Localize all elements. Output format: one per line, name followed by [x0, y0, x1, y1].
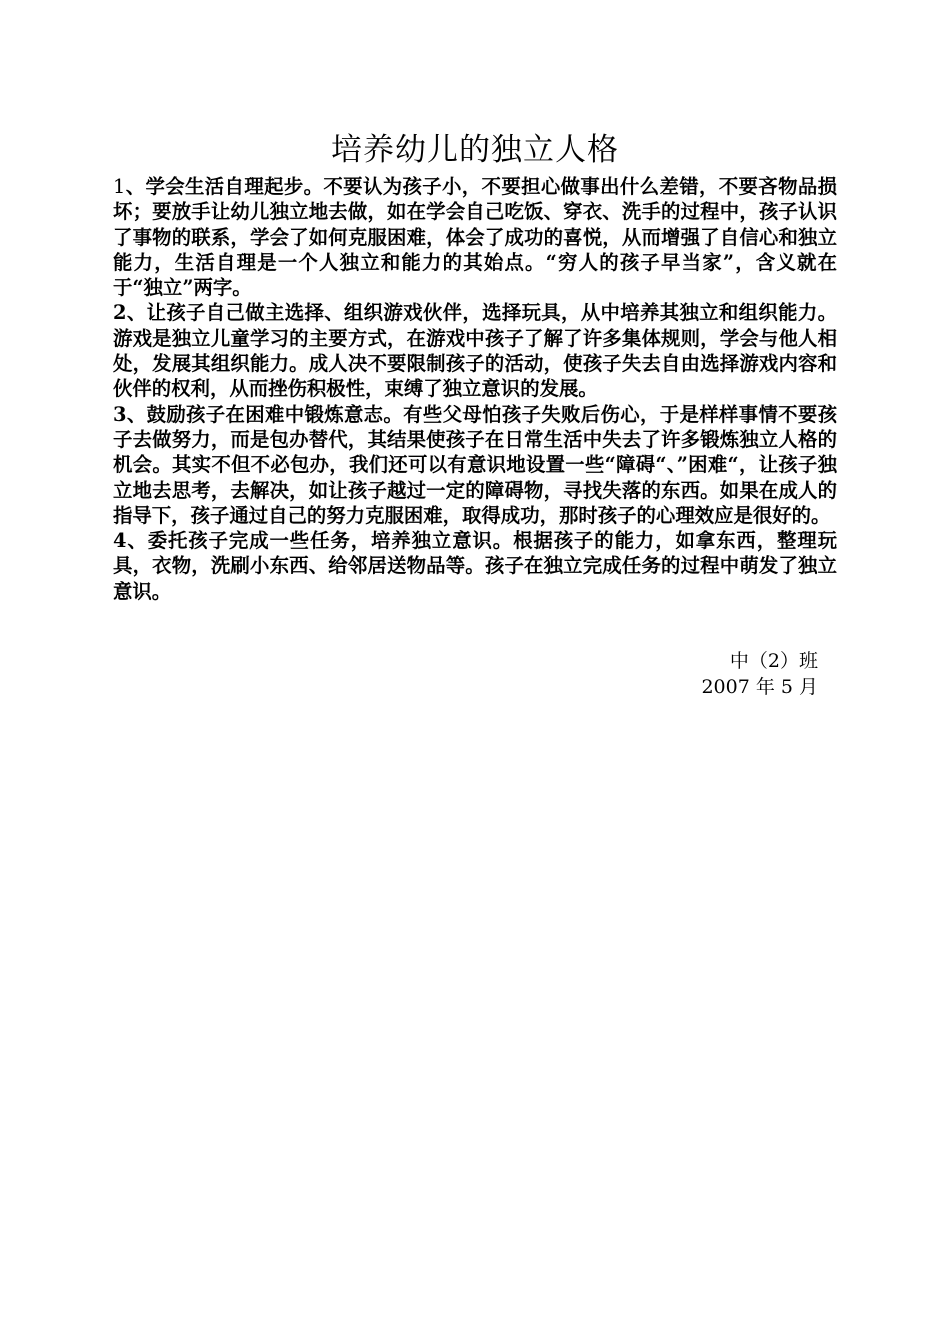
- document-title: 培养幼儿的独立人格: [331, 132, 619, 168]
- paragraph-number: 2: [113, 301, 127, 325]
- paragraph-text: 、鼓励孩子在困难中锻炼意志。有些父母怕孩子失败后伤心，于是样样事情不要孩子去做努力，而是包办替代，其结果使孩子在日常生活中失去了许多锻炼独立人格的机会。其实不但不必包办，我们还可以有意识地设置一些“障碍“、”困难“，让孩子独立地去思考，去解决，如让孩子越过一定的障碍物，寻找失落的东西。如果在成人的指导下，孩子通过自己的努力克服困难，取得成功，那时孩子的心理效应是很好的。: [113, 402, 837, 527]
- paragraph-text: 、学会生活自理起步。不要认为孩子小，不要担心做事出什么差错，不要吝物品损坏；要放手让幼儿独立地去做，如在学会自己吃饭、穿衣、洗手的过程中，孩子认识了事物的联系，学会了如何克服困难，体会了成功的喜悦，从而增强了自信心和独立能力，生活自理是一个人独立和能力的其始点。“穷人的孩子早当家”，含义就在于“独立”两字。: [113, 175, 837, 300]
- paragraph-1: [113, 174, 837, 300]
- paragraph-4: [113, 528, 837, 604]
- signature-block: [701, 648, 818, 700]
- paragraph-3: [113, 402, 837, 528]
- paragraph-text: 、委托孩子完成一些任务，培养独立意识。根据孩子的能力，如拿东西，整理玩具，衣物，洗刷小东西、给邻居送物品等。孩子在独立完成任务的过程中萌发了独立意识。: [113, 529, 837, 603]
- paragraph-number: 3: [113, 402, 127, 426]
- paragraph-text: 、让孩子自己做主选择、组织游戏伙伴，选择玩具，从中培养其独立和组织能力。游戏是独立儿童学习的主要方式，在游戏中孩子了解了许多集体规则，学会与他人相处，发展其组织能力。成人决不要限制孩子的活动，使孩子失去自由选择游戏内容和伙伴的权利，从而挫伤积极性，束缚了独立意识的发展。: [113, 301, 837, 401]
- signature-class: 中（2）班: [729, 650, 818, 672]
- paragraph-number: 1: [113, 175, 126, 198]
- signature-date: 2007 年 5 月: [701, 676, 818, 698]
- paragraph-2: [113, 300, 837, 401]
- paragraph-number: 4: [113, 529, 127, 553]
- document-body: [113, 174, 837, 604]
